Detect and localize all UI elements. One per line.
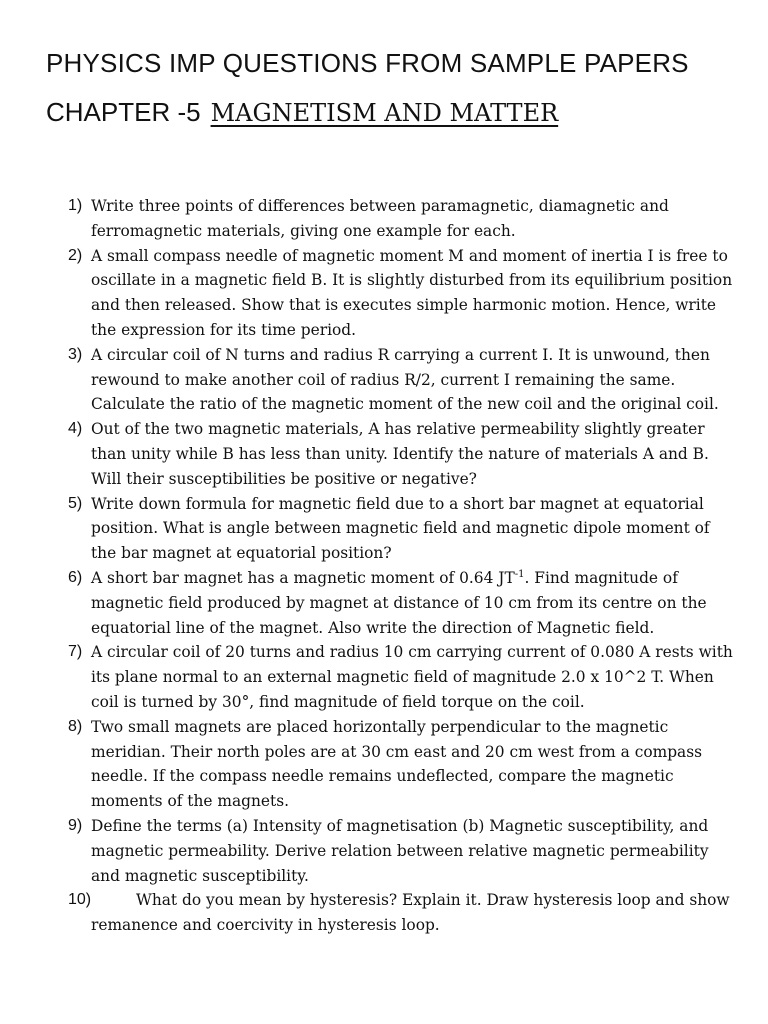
document-title: PHYSICS IMP QUESTIONS FROM SAMPLE PAPERS <box>46 48 689 78</box>
question-number: 2) <box>68 246 83 264</box>
question-list <box>0 194 768 938</box>
question-text: What do you mean by hysteresis? Explain it. Draw hysteresis loop and show remanence and coercivity in hysteresis loop. <box>91 891 730 935</box>
question-number: 7) <box>68 643 83 661</box>
chapter-name: MAGNETISM AND MATTER <box>210 99 559 127</box>
question-item <box>0 715 768 814</box>
question-text: Write three points of differences between paramagnetic, diamagnetic and ferromagnetic materials, giving one example for each. <box>91 197 669 240</box>
question-item <box>0 244 768 343</box>
question-number: 6) <box>68 568 83 586</box>
question-text-part: A short bar magnet has a magnetic moment of 0.64 JT <box>91 568 515 587</box>
question-number: 1) <box>68 197 83 214</box>
chapter-heading <box>46 97 558 128</box>
question-text: A circular coil of 20 turns and radius 10 cm carrying current of 0.080 A rests with its plane normal to an external magnetic field of magnitude 2.0 x 10^2 T. When coil is turned by 30°, find magnitude of field torque on the coil. <box>91 643 733 711</box>
question-number: 4) <box>68 420 83 438</box>
unit-exponent: -1 <box>514 568 525 580</box>
question-text: A small compass needle of magnetic moment M and moment of inertia I is free to oscillate in a magnetic field B. It is slightly disturbed from its equilibrium position and then released. Show that is executes simple harmonic motion. Hence, write the expression for its time period. <box>91 246 733 339</box>
question-item <box>0 492 768 566</box>
question-item <box>0 566 768 640</box>
question-number: 3) <box>68 345 83 363</box>
question-text: Write down formula for magnetic field due to a short bar magnet at equatorial position. What is angle between magnetic field and magnetic dipole moment of the bar magnet at equatorial position? <box>91 494 710 563</box>
question-text-part: . Find magnitude of magnetic field produced by magnet at distance of 10 cm from its centre on the equatorial line of the magnet. Also write the direction of Magnetic field. <box>91 568 707 637</box>
question-number: 5) <box>68 494 83 512</box>
question-number: 10) <box>68 891 92 909</box>
question-item <box>0 343 768 417</box>
question-number: 8) <box>68 717 83 735</box>
question-item <box>0 417 768 491</box>
question-text: Out of the two magnetic materials, A has relative permeability slightly greater than unity while B has less than unity. Identify the nature of materials A and B. Will their susceptibilities be positive or negative? <box>91 420 709 488</box>
question-text: A circular coil of N turns and radius R carrying a current I. It is unwound, then rewound to make another coil of radius R/2, current I remaining the same. Calculate the ratio of the magnetic moment of the new coil and the original coil. <box>91 345 719 414</box>
question-text <box>91 569 707 637</box>
question-item <box>0 888 768 938</box>
question-item <box>0 814 768 888</box>
question-text: Two small magnets are placed horizontally perpendicular to the magnetic meridian. Their north poles are at 30 cm east and 20 cm west from a compass needle. If the compass needle remains undeflected, compare the magnetic moments of the magnets. <box>91 717 703 811</box>
question-item <box>0 194 768 244</box>
question-text: Define the terms (a) Intensity of magnetisation (b) Magnetic susceptibility, and magnetic permeability. Derive relation between relative magnetic permeability and magnetic susceptibility. <box>91 816 709 885</box>
question-item <box>0 640 768 714</box>
chapter-label: CHAPTER -5 <box>46 97 201 127</box>
question-number: 9) <box>68 816 83 834</box>
